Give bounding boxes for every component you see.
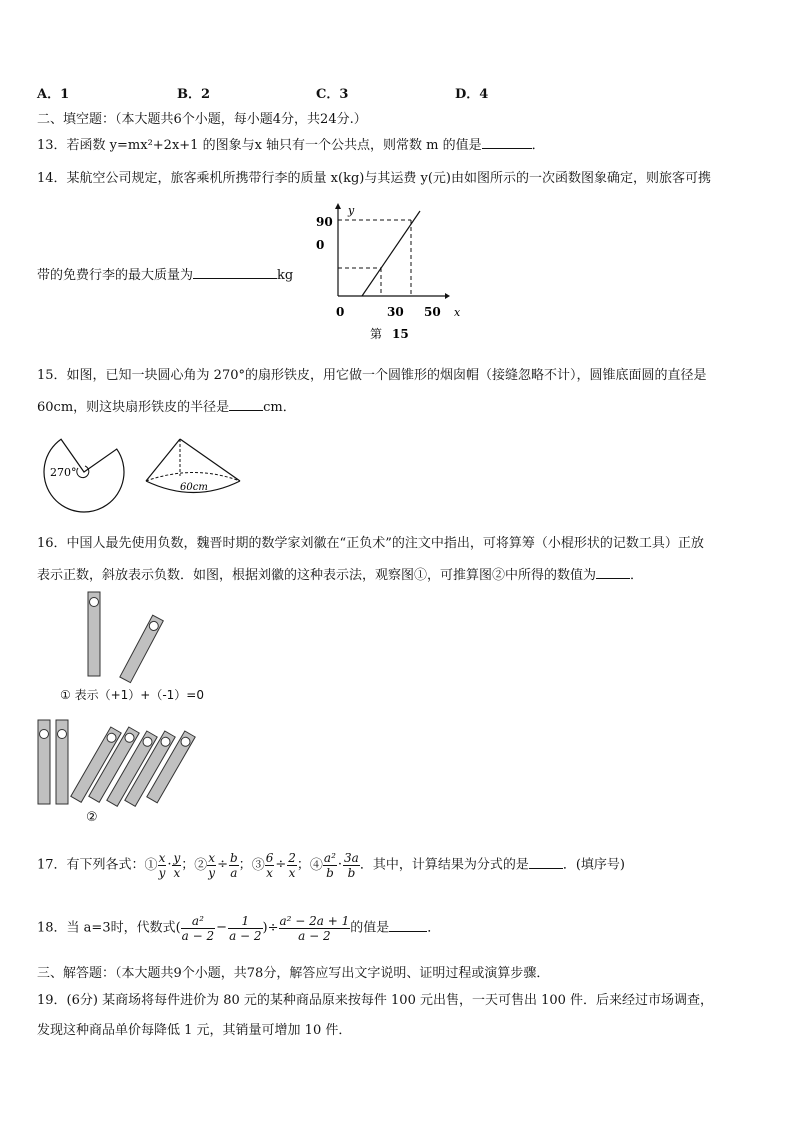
- option-c: C．3: [316, 87, 349, 102]
- answer-blank-17: [529, 856, 563, 869]
- expression-4: ④ $\frac{\text{a²}}{b}$ · $\frac{3a}{b}$: [309, 850, 359, 880]
- slanted-rod: [120, 615, 163, 682]
- question-14-line2: [37, 264, 293, 283]
- question-18-prefix: 18．当 a=3时，代数式(: [37, 920, 181, 936]
- answer-blank-13: [482, 136, 532, 149]
- question-13: [37, 134, 545, 153]
- counting-rods-figure-2: [34, 712, 214, 812]
- caption-right: 15: [392, 327, 409, 341]
- question-13-tail: ．: [531, 138, 545, 153]
- x-tick-50: 50: [424, 305, 441, 319]
- answer-blank-16: [596, 566, 630, 579]
- caption-left: 第: [370, 327, 383, 341]
- question-15-text: 60cm，则这块扇形铁皮的半径是: [37, 400, 230, 415]
- answer-blank-14: [193, 266, 277, 279]
- x-axis-arrow: [445, 293, 450, 299]
- x-axis-label: x: [454, 306, 461, 319]
- origin-label: 0: [336, 305, 345, 319]
- question-15-unit: cm．: [263, 400, 296, 415]
- section3-header: 三、解答题：（本大题共9个小题，共78分，解答应写出文字说明、证明过程或演算步骤．: [37, 966, 550, 981]
- question-16-line1: 16．中国人最先使用负数，魏晋时期的数学家刘徽在“正负术”的注文中指出，可将算筹（小棍形状的记数工具）正放: [37, 536, 704, 551]
- question-15-line2: [37, 396, 296, 415]
- cone-right-edge: [180, 439, 240, 481]
- question-15-line1: 15．如图，已知一块圆心角为 270°的扇形铁皮，用它做一个圆锥形的烟囱帽（接缝忽略不计），圆锥底面圆的直径是: [37, 368, 707, 383]
- question-17: 17．有下列各式：① $\frac{x}{y}$ · $\frac{y}{x}$ ；② $\frac{x}{y}$ ÷ $\frac{b}{a}$ ；③ $\frac{6}{x}$ ÷ $\frac{2}{x}$ ；④ $\frac{\text{a²}}{b}$ · $\frac{3a}{b}$ ．其中，计算结果为分式的是 ．(填序号): [37, 850, 625, 880]
- y-axis-label: y: [348, 204, 355, 217]
- question-17-prefix: 17．有下列各式：: [37, 857, 145, 873]
- y-tick-90: 90: [316, 215, 333, 229]
- upright-rod: [56, 720, 68, 804]
- question-16-line2: [37, 564, 643, 583]
- cone-base-back: [146, 473, 240, 482]
- sector-angle-label: 270°: [50, 466, 77, 479]
- y-tick-0: 0: [316, 238, 325, 252]
- x-tick-30: 30: [387, 305, 404, 319]
- answer-blank-18: [389, 919, 427, 932]
- section2-header: 二、填空题：（本大题共6个小题，每小题4分，共24分.）: [37, 112, 367, 127]
- option-b: B．2: [177, 87, 211, 102]
- expression-3: ③ $\frac{6}{x}$ ÷ $\frac{2}{x}$: [251, 850, 296, 880]
- question-14-line1: 14．某航空公司规定，旅客乘机所携带行李的质量 x(kg)与其运费 y(元)由如图所示的一次函数图象确定，则旅客可携: [37, 171, 711, 186]
- option-d: D．4: [455, 87, 489, 102]
- question-14-text: 带的免费行李的最大质量为: [37, 268, 194, 283]
- cone-diameter-label: 60cm: [180, 482, 208, 493]
- question-17-suffix: ．其中，计算结果为分式的是: [359, 857, 529, 873]
- question-14-unit: kg: [277, 268, 294, 283]
- question-18-tail: ．: [427, 920, 441, 936]
- y-axis-arrow: [335, 203, 341, 209]
- upright-rod: [38, 720, 50, 804]
- cone-left-edge: [146, 439, 180, 481]
- expression-1: ① $\frac{x}{y}$ · $\frac{y}{x}$: [144, 850, 181, 880]
- sector-and-cone-figure: [34, 424, 264, 524]
- question-18: 18．当 a=3时，代数式( $\frac{\text{a²}}{a - 2}$ − $\frac{1}{a - 2}$ )÷ $\frac{\text{a² − 2a + 1}}{a - 2}$ 的值是 ．: [37, 913, 441, 943]
- question-13-text: 13．若函数 y=mx²+2x+1 的图象与x 轴只有一个公共点，则常数 m 的值是: [37, 138, 482, 153]
- question-19-line2: 发现这种商品单价每降低 1 元，其销量可增加 10 件．: [37, 1023, 352, 1038]
- question-17-tail: ．(填序号): [562, 857, 625, 873]
- question-16-tail: ．: [630, 568, 644, 583]
- expression-2: ② $\frac{x}{y}$ ÷ $\frac{b}{a}$: [194, 850, 238, 880]
- figure-2-caption: ②: [86, 810, 98, 825]
- counting-rods-figure-1: [78, 590, 178, 690]
- sector-angle-arc: [77, 466, 89, 478]
- question-19-line1: 19．(6分) 某商场将每件进价为 80 元的某种商品原来按每件 100 元出售，一天可售出 100 件．后来经过市场调查，: [37, 993, 714, 1008]
- question-18-suffix: 的值是: [350, 920, 390, 936]
- option-a: A．1: [37, 87, 70, 102]
- rod-hole: [90, 598, 99, 607]
- question-16-text: 表示正数，斜放表示负数．如图，根据刘徽的这种表示法，观察图①，可推算图②中所得的数值为: [37, 568, 597, 583]
- figure-1-caption: ① 表示（+1）+（-1）=0: [60, 688, 204, 702]
- answer-blank-15: [229, 398, 263, 411]
- linear-function-graph: [300, 196, 480, 346]
